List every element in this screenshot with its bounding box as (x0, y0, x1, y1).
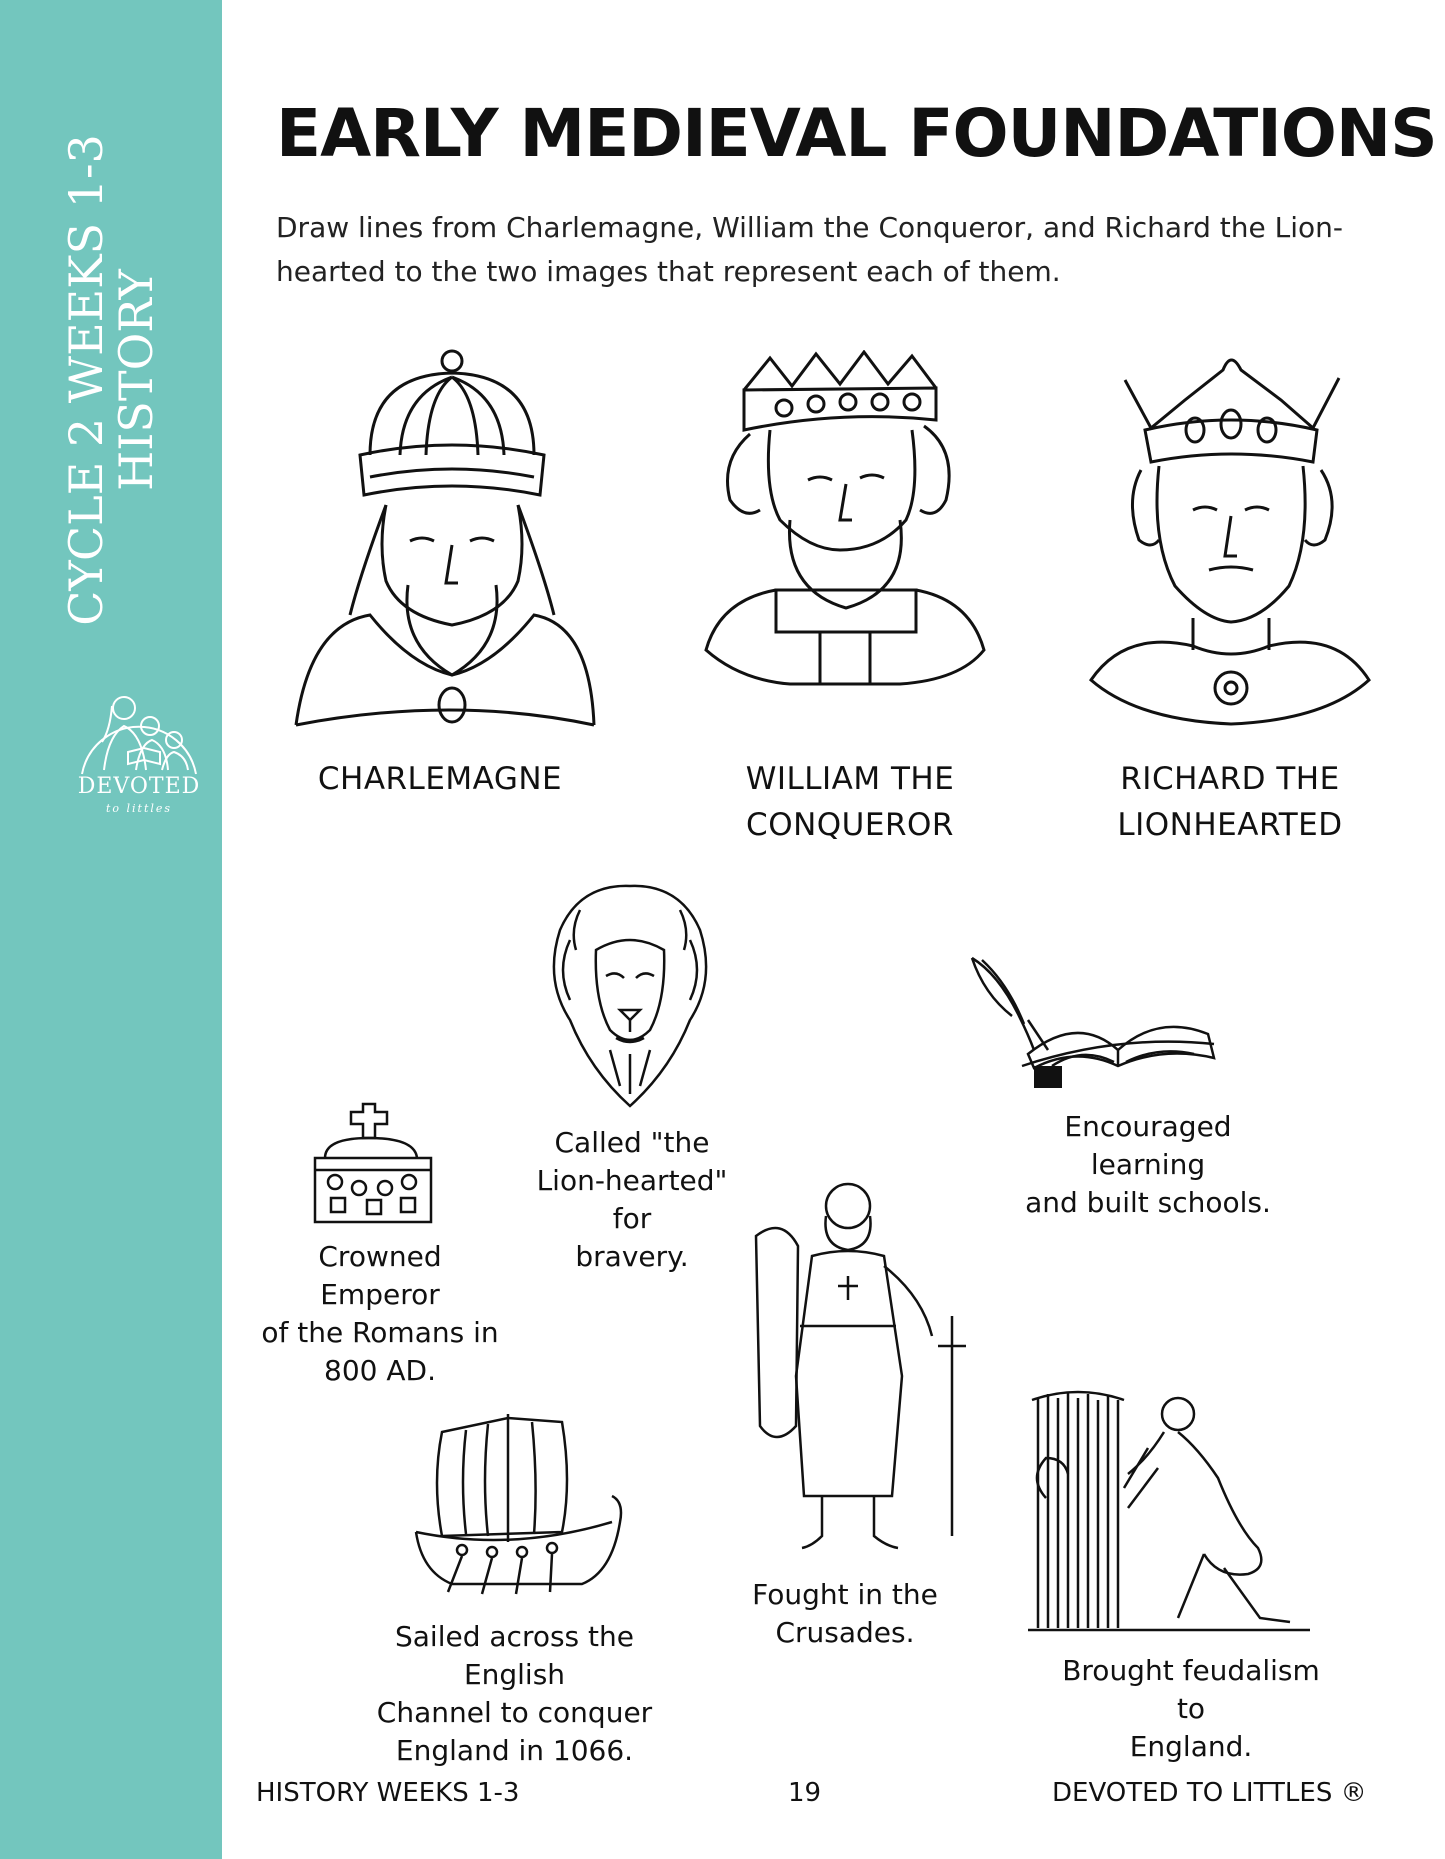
king-label-line: LIONHEARTED (1117, 807, 1343, 843)
family-reading-icon (62, 678, 216, 778)
fact-channel-crossing (352, 1618, 677, 1770)
king-label-line: CONQUEROR (746, 807, 954, 843)
king-label-william (700, 756, 1000, 848)
fact-lion-hearted (522, 1124, 742, 1276)
logo-tagline: to littles (105, 802, 173, 815)
fact-line: Crusades. (775, 1616, 915, 1649)
fact-crowned-emperor (260, 1238, 500, 1390)
fact-line: Channel to conquer (376, 1696, 653, 1729)
charlemagne-portrait-icon (290, 345, 600, 735)
fact-line: Sailed across the English (395, 1620, 634, 1691)
viking-ship-icon (412, 1412, 627, 1597)
footer-left: HISTORY WEEKS 1-3 (256, 1778, 520, 1808)
king-label-line: CHARLEMAGNE (317, 761, 563, 797)
king-label-line: RICHARD THE (1120, 761, 1340, 797)
william-portrait-icon (700, 350, 990, 690)
fact-line: Encouraged learning (1064, 1110, 1232, 1181)
logo-name: DEVOTED (77, 774, 201, 799)
page-number: 19 (788, 1778, 822, 1808)
sidebar-title-line1: CYCLE 2 WEEKS 1-3 (59, 134, 113, 626)
fact-line: Crowned Emperor (318, 1240, 442, 1311)
sidebar-title (61, 134, 161, 626)
fact-line: of the Romans in (261, 1316, 499, 1349)
footer-right: DEVOTED TO LITTLES ® (1052, 1778, 1367, 1808)
king-label-line: WILLIAM THE (745, 761, 955, 797)
fact-line: England in 1066. (395, 1734, 634, 1767)
crusader-knight-icon (752, 1176, 972, 1556)
imperial-crown-icon (305, 1098, 445, 1228)
peasant-harvest-icon (1028, 1378, 1310, 1638)
lion-head-icon (540, 880, 720, 1110)
fact-line: England. (1129, 1730, 1253, 1763)
instructions: Draw lines from Charlemagne, William the Conqueror, and Richard the Lion-hearted to the two images that represent each of them. (276, 211, 1343, 288)
fact-line: Brought feudalism to (1062, 1654, 1320, 1725)
fact-line: Fought in the (752, 1578, 938, 1611)
fact-line: Lion-hearted" for (536, 1164, 728, 1235)
fact-line: bravery. (575, 1240, 689, 1273)
sidebar (0, 0, 222, 1859)
page-title: EARLY MEDIEVAL FOUNDATIONS (276, 95, 1437, 172)
king-label-richard (1080, 756, 1380, 848)
fact-learning (1008, 1108, 1288, 1222)
king-label-charlemagne (300, 756, 580, 802)
fact-line: Called "the (554, 1126, 710, 1159)
fact-crusades (740, 1576, 950, 1652)
brand-logo (62, 678, 216, 828)
sidebar-title-line2: HISTORY (109, 269, 163, 491)
fact-feudalism (1046, 1652, 1336, 1766)
fact-line: 800 AD. (324, 1354, 436, 1387)
richard-portrait-icon (1085, 350, 1375, 740)
fact-line: and built schools. (1025, 1186, 1271, 1219)
book-quill-icon (968, 954, 1218, 1094)
